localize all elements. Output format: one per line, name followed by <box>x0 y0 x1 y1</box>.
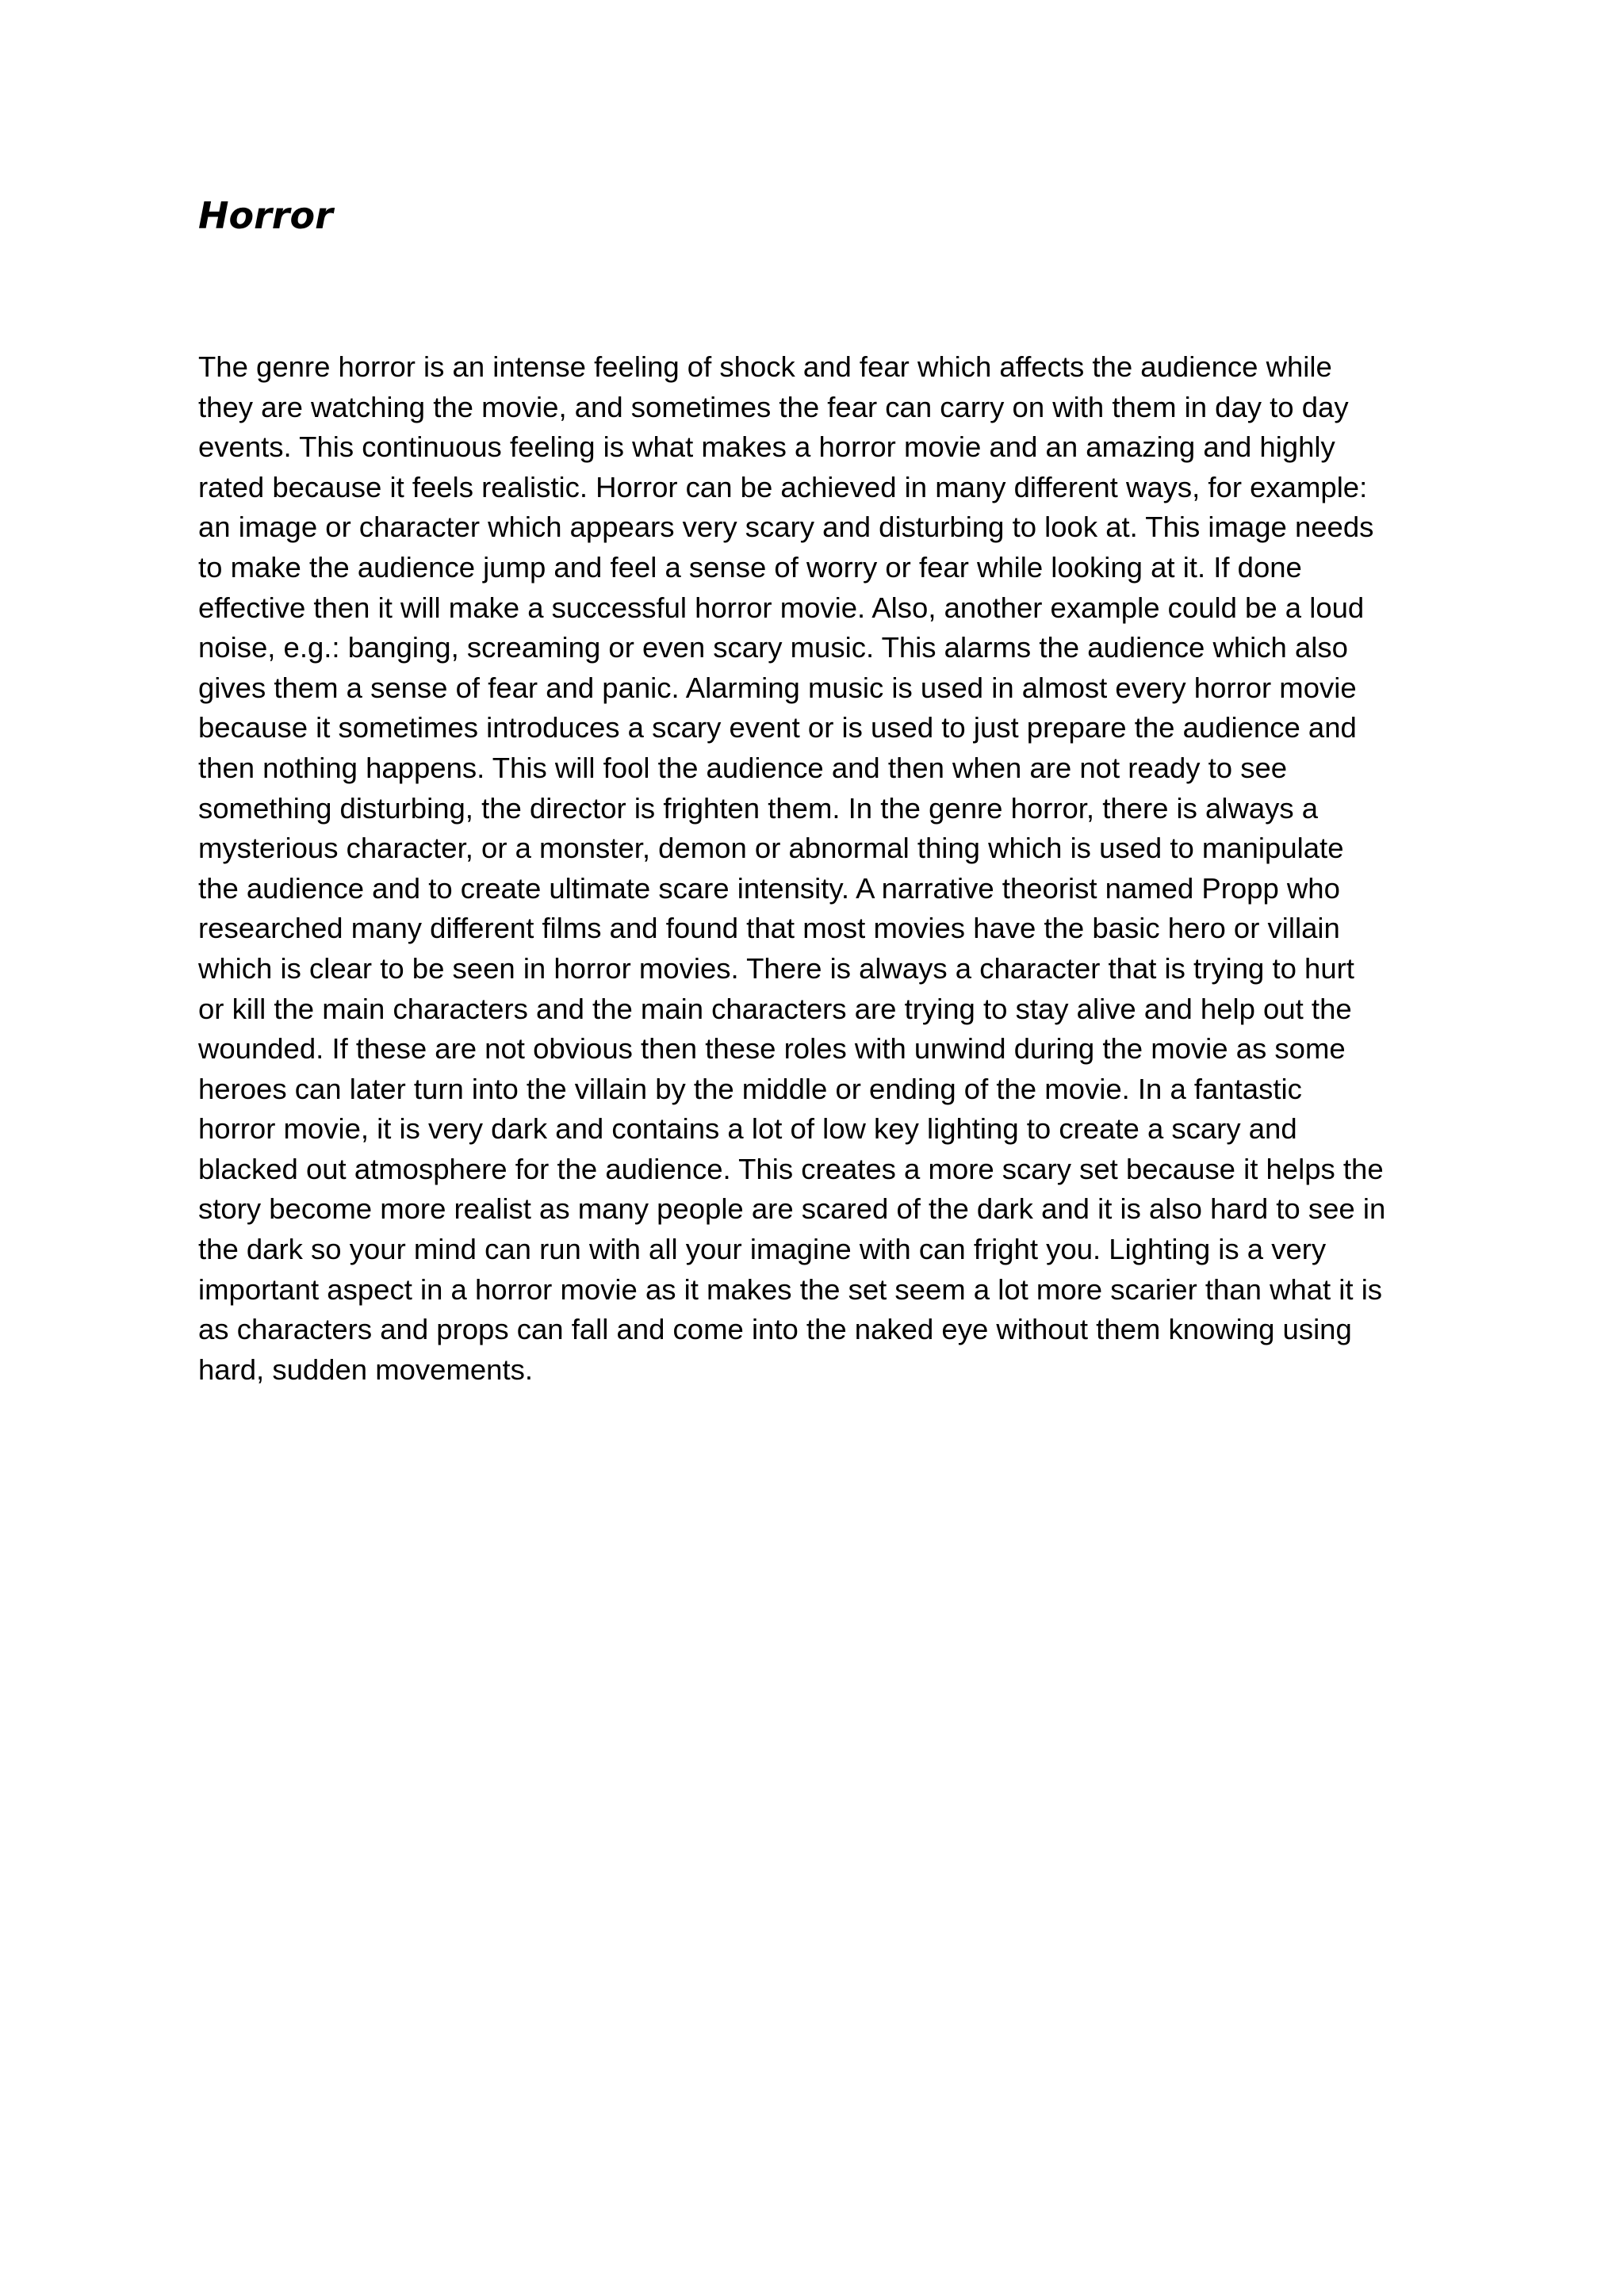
paragraph-line: they are watching the movie, and sometimes the fear can carry on with them in day to day <box>198 390 1349 423</box>
paragraph-line: researched many different films and found that most movies have the basic hero or villain <box>198 912 1340 945</box>
paragraph-line: as characters and props can fall and come into the naked eye without them knowing using <box>198 1313 1352 1346</box>
paragraph-line: events. This continuous feeling is what makes a horror movie and an amazing and highly <box>198 430 1335 464</box>
paragraph-line: the audience and to create ultimate scare intensity. A narrative theorist named Propp who <box>198 871 1340 905</box>
paragraph-line: something disturbing, the director is frighten them. In the genre horror, there is always a <box>198 791 1319 825</box>
paragraph-line: wounded. If these are not obvious then these roles with unwind during the movie as some <box>198 1032 1346 1066</box>
paragraph-line: The genre horror is an intense feeling of shock and fear which affects the audience while <box>198 350 1332 383</box>
paragraph-line: the dark so your mind can run with all your imagine with can fright you. Lighting is a very <box>198 1233 1327 1266</box>
paragraph-line: heroes can later turn into the villain by the middle or ending of the movie. In a fantastic <box>198 1072 1302 1105</box>
paragraph-line: horror movie, it is very dark and contains a lot of low key lighting to create a scary and <box>198 1112 1297 1146</box>
paragraph-line: gives them a sense of fear and panic. Alarming music is used in almost every horror movie <box>198 671 1357 704</box>
paragraph-line: hard, sudden movements. <box>198 1353 534 1386</box>
paragraph-line: blacked out atmosphere for the audience. This creates a more scary set because it helps the <box>198 1152 1384 1185</box>
paragraph-line: an image or character which appears very scary and disturbing to look at. This image needs <box>198 511 1374 544</box>
paragraph-line: rated because it feels realistic. Horror can be achieved in many different ways, for example: <box>198 470 1368 503</box>
paragraph-line: to make the audience jump and feel a sense of worry or fear while looking at it. If done <box>198 550 1302 584</box>
paragraph-line: or kill the main characters and the main characters are trying to stay alive and help out the <box>198 992 1352 1025</box>
body-paragraph <box>198 347 1385 1390</box>
paragraph-line: important aspect in a horror movie as it makes the set seem a lot more scarier than what it is <box>198 1272 1383 1306</box>
paragraph-line: effective then it will make a successful horror movie. Also, another example could be a loud <box>198 591 1365 624</box>
paragraph-line: then nothing happens. This will fool the audience and then when are not ready to see <box>198 751 1288 784</box>
paragraph-line: noise, e.g.: banging, screaming or even scary music. This alarms the audience which also <box>198 631 1348 664</box>
paragraph-line: because it sometimes introduces a scary event or is used to just prepare the audience and <box>198 711 1357 744</box>
paragraph-line: mysterious character, or a monster, demon or abnormal thing which is used to manipulate <box>198 832 1344 865</box>
paragraph-line: story become more realist as many people are scared of the dark and it is also hard to see in <box>198 1192 1386 1226</box>
document-title: Horror <box>198 194 333 237</box>
paragraph-line: which is clear to be seen in horror movies. There is always a character that is trying to hurt <box>198 951 1354 985</box>
